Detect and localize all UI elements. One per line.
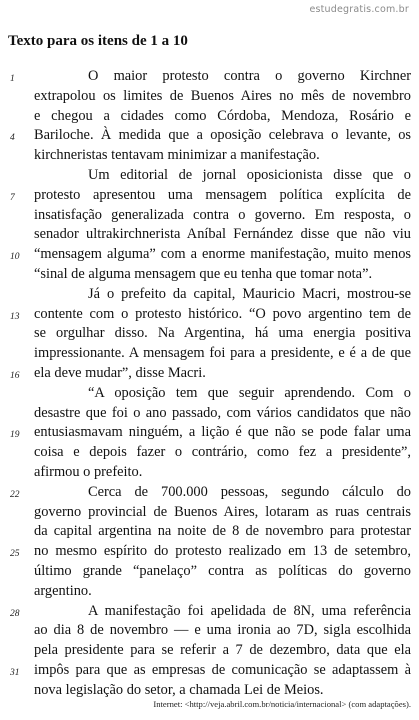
line-text: desastre que foi o ano passado, com vários candidatos que não bbox=[34, 404, 411, 421]
line-text: contente com o protesto histórico. “O povo argentino tem de bbox=[34, 305, 411, 322]
line-number: 1 bbox=[10, 74, 15, 84]
text-line bbox=[0, 621, 419, 641]
text-line bbox=[0, 87, 419, 107]
text-line bbox=[0, 206, 419, 226]
text-line bbox=[0, 126, 419, 146]
line-number: 16 bbox=[10, 370, 20, 381]
line-text: protesto apresentou uma mensagem política explícita de bbox=[34, 186, 411, 203]
text-line bbox=[0, 423, 419, 443]
line-text: extrapolou os limites de Buenos Aires no mês de novembro bbox=[34, 87, 411, 104]
article-text bbox=[0, 67, 419, 701]
line-text: Bariloche. À medida que a oposição celebrava o levante, os bbox=[34, 127, 411, 144]
text-line bbox=[0, 562, 419, 582]
text-line bbox=[0, 384, 419, 404]
line-text: afirmou o prefeito. bbox=[34, 463, 143, 480]
page-title: Texto para os itens de 1 a 10 bbox=[8, 33, 188, 49]
line-number: 13 bbox=[10, 311, 20, 322]
text-line bbox=[0, 305, 419, 325]
text-line bbox=[0, 324, 419, 344]
line-text: “sinal de alguma mensagem que eu tenha que tomar nota”. bbox=[34, 265, 373, 282]
text-line bbox=[0, 67, 419, 87]
text-line bbox=[0, 265, 419, 285]
text-line bbox=[0, 661, 419, 681]
text-line bbox=[0, 641, 419, 661]
line-text: Cerca de 700.000 pessoas, segundo cálculo do bbox=[88, 483, 411, 500]
line-text: se orgulhar disso. Na Argentina, há uma energia positiva bbox=[34, 325, 411, 342]
line-number: 28 bbox=[10, 608, 20, 619]
line-text: A manifestação foi apelidada de 8N, uma referência bbox=[88, 602, 411, 619]
text-line bbox=[0, 364, 419, 384]
line-text: nova legislação do setor, a chamada Lei de Meios. bbox=[34, 681, 324, 698]
line-text: ela deve mudar”, disse Macri. bbox=[34, 364, 206, 381]
line-text: O maior protesto contra o governo Kirchner bbox=[88, 68, 411, 84]
text-line bbox=[0, 582, 419, 602]
line-text: ao dia 8 de novembro — e uma ironia ao 7D, sigla escolhida bbox=[34, 622, 411, 639]
text-line bbox=[0, 344, 419, 364]
line-text: insatisfação generalizada contra o governo. Em resposta, o bbox=[34, 206, 411, 223]
text-line bbox=[0, 503, 419, 523]
line-number: 19 bbox=[10, 430, 20, 441]
text-line bbox=[0, 542, 419, 562]
line-text: “mensagem alguma” com a enorme manifestação, muito menos bbox=[34, 246, 411, 263]
text-line bbox=[0, 522, 419, 542]
line-number: 22 bbox=[10, 489, 20, 500]
text-line bbox=[0, 186, 419, 206]
line-text: pela presidente para se referir a 7 de dezembro, data que ela bbox=[34, 642, 411, 659]
line-text: impressionante. A mensagem foi para a presidente, e é a de que bbox=[34, 345, 411, 362]
text-line bbox=[0, 166, 419, 186]
line-number: 25 bbox=[10, 549, 20, 560]
line-number: 10 bbox=[10, 252, 20, 263]
text-line bbox=[0, 107, 419, 127]
text-line bbox=[0, 245, 419, 265]
site-watermark: estudegratis.com.br bbox=[309, 4, 409, 15]
text-line bbox=[0, 146, 419, 166]
text-line bbox=[0, 285, 419, 305]
line-text: argentino. bbox=[34, 582, 92, 599]
line-text: Já o prefeito da capital, Mauricio Macri, mostrou-se bbox=[88, 285, 411, 302]
line-text: e chegou a cidades como Córdoba, Mendoza, Rosário e bbox=[34, 107, 411, 124]
line-text: governo provincial de Buenos Aires, lotaram as ruas centrais bbox=[34, 503, 411, 520]
text-line bbox=[0, 404, 419, 424]
line-text: senador ultrakirchnerista Aníbal Fernández disse que não viu bbox=[34, 226, 411, 243]
line-text: último grande “panelaço” contra as políticas do governo bbox=[34, 562, 411, 579]
text-line bbox=[0, 443, 419, 463]
line-text: coisa e depois fazer o contrário, como fez a presidente”, bbox=[34, 444, 411, 461]
source-citation: Internet: <http://veja.abril.com.br/noticia/internacional> (com adaptações). bbox=[153, 699, 411, 709]
text-line bbox=[0, 463, 419, 483]
line-text: entusiasmavam ninguém, a lição é que não se pode falar uma bbox=[34, 424, 411, 441]
line-text: kirchneristas tentavam minimizar a manifestação. bbox=[34, 147, 320, 164]
line-number: 31 bbox=[10, 667, 20, 678]
line-text: no mesmo espírito do protesto realizado em 13 de setembro, bbox=[34, 543, 411, 560]
line-text: impôs para que as empresas de comunicação se adaptassem à bbox=[34, 661, 411, 678]
line-text: da capital argentina na noite de 8 de novembro para protestar bbox=[34, 523, 411, 540]
text-line bbox=[0, 225, 419, 245]
line-text: “A oposição tem que seguir aprendendo. Com o bbox=[88, 384, 411, 401]
text-line bbox=[0, 483, 419, 503]
text-line bbox=[0, 602, 419, 622]
line-number: 4 bbox=[10, 133, 15, 144]
text-line bbox=[0, 681, 419, 701]
line-text: Um editorial de jornal oposicionista disse que o bbox=[88, 166, 411, 183]
line-number: 7 bbox=[10, 192, 15, 203]
